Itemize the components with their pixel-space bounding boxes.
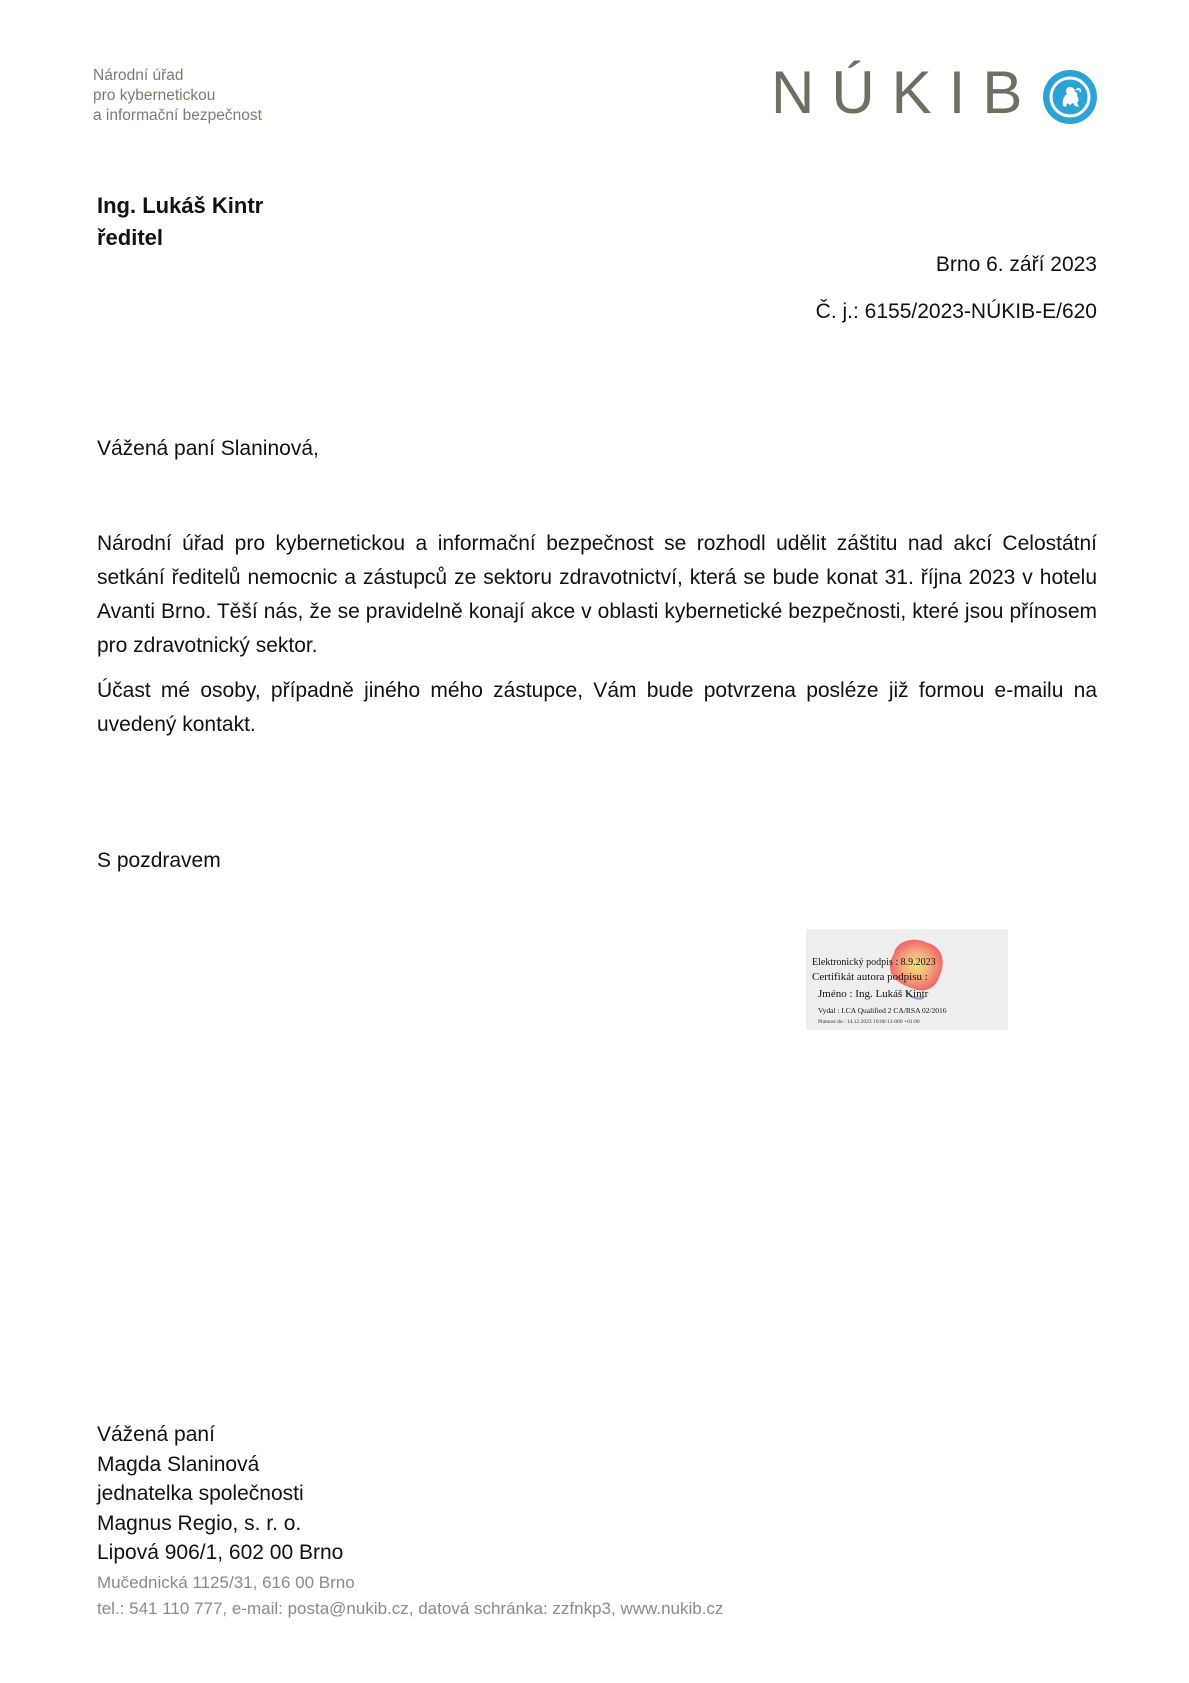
- letter-date: Brno 6. září 2023: [935, 253, 1097, 276]
- signature-line: Vydal : I.CA Qualified 2 CA/RSA 02/2016: [818, 1006, 947, 1015]
- org-name-line: pro kybernetickou: [93, 87, 216, 104]
- body-paragraph: Účast mé osoby, případně jiného mého zástupce, Vám bude potvrzena posléze již formou e-mailu na uvedený kontakt.: [97, 679, 1097, 736]
- footer-address: Mučednická 1125/31, 616 00 Brno: [97, 1573, 355, 1592]
- body-paragraph: Národní úřad pro kybernetickou a informační bezpečnost se rozhodl udělit záštitu nad akcí Celostátní setkání ředitelů nemocnic a zástupců ze sektoru zdravotnictví, která se bude konat 31. října 2023 v hotelu Avanti Brno. Těší nás, že se pravidelně konají akce v oblasti kybernetické bezpečnosti, které jsou přínosem pro zdravotnický sektor.: [97, 532, 1097, 657]
- recipient-line: Magda Slaninová: [97, 1452, 260, 1476]
- org-name-line: a informační bezpečnost: [93, 107, 262, 124]
- sender-name: Ing. Lukáš Kintr: [97, 193, 264, 218]
- org-name-line: Národní úřad: [93, 67, 184, 84]
- reference-number: Č. j.: 6155/2023-NÚKIB-E/620: [815, 300, 1097, 323]
- sender-block: [97, 190, 263, 254]
- signature-line: Elektronický podpis : 8.9.2023: [812, 957, 936, 968]
- recipient-line: Magnus Regio, s. r. o.: [97, 1511, 302, 1535]
- lion-emblem-icon: [1043, 70, 1097, 124]
- electronic-signature-stamp: [806, 929, 1008, 1030]
- sender-title: ředitel: [97, 225, 164, 250]
- recipient-address: [97, 1420, 343, 1568]
- salutation: Vážená paní Slaninová,: [97, 437, 319, 460]
- signature-line: Certifikát autora podpisu :: [812, 971, 928, 983]
- signature-line: Platnost do : 14.12.2023 10:00:13-000 +01:00: [818, 1019, 920, 1025]
- nukib-logo: NÚKIB: [771, 59, 1040, 126]
- footer-contact: tel.: 541 110 777, e-mail: posta@nukib.cz, datová schránka: zzfnkp3, www.nukib.cz: [97, 1599, 724, 1618]
- recipient-line: jednatelka společnosti: [97, 1482, 304, 1505]
- recipient-line: Vážená paní: [97, 1423, 215, 1446]
- closing: S pozdravem: [97, 849, 221, 872]
- organization-name: [93, 66, 262, 126]
- letter-body: [97, 527, 1097, 753]
- recipient-line: Lipová 906/1, 602 00 Brno: [97, 1541, 344, 1564]
- footer: [97, 1570, 723, 1622]
- signature-line: Jméno : Ing. Lukáš Kintr: [818, 988, 929, 1000]
